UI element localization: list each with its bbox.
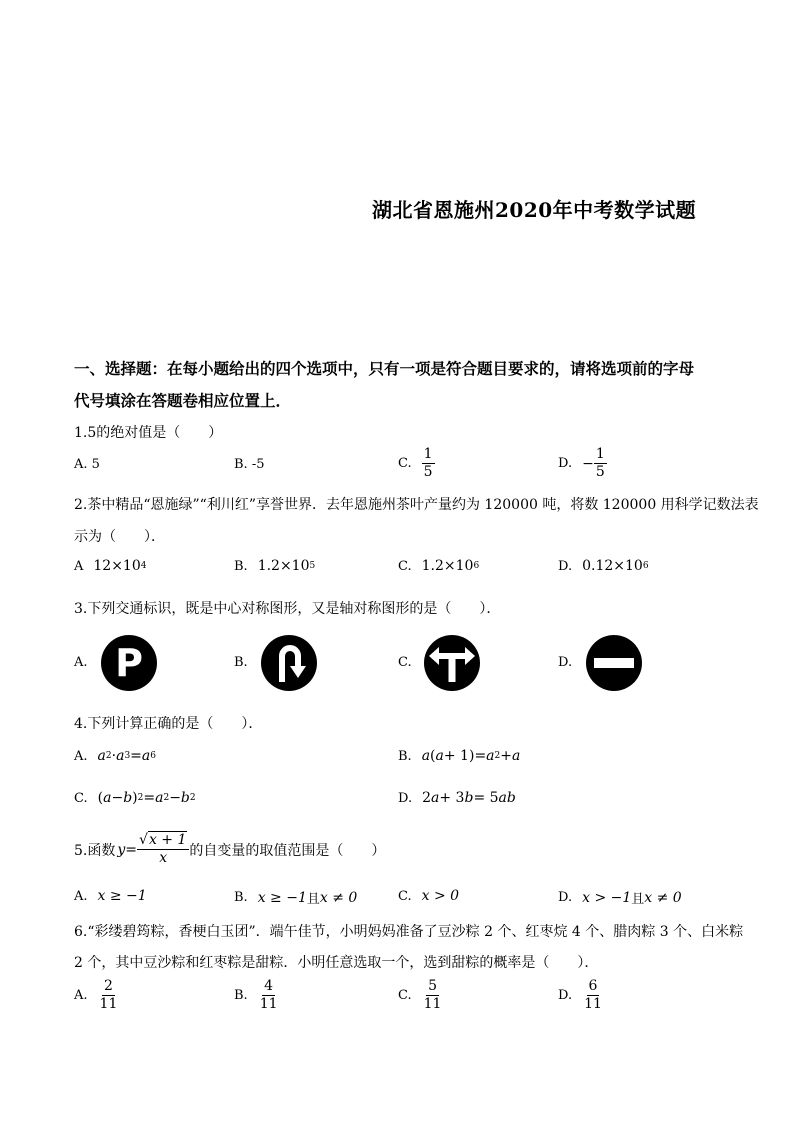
u-turn-sign-icon — [260, 634, 318, 692]
q1-option-a: A. 5 — [74, 457, 100, 472]
no-entry-sign-icon — [585, 634, 643, 692]
parking-sign-icon — [100, 634, 158, 692]
parking-sign-letter: P — [115, 641, 143, 685]
q3-option-b-label: B. — [234, 655, 248, 670]
fraction: $\frac{4}{11}$ — [259, 978, 278, 1012]
q5-option-c: C. x > 0 — [398, 888, 460, 904]
q1-option-d: D. − $\frac{1}{5}$ — [558, 446, 605, 480]
q4-stem: 4.下列计算正确的是（ ）． — [74, 716, 263, 732]
q2-option-d: D. 0.12×10 6 — [558, 558, 649, 574]
q2-option-a: A 12×10 4 — [74, 558, 147, 574]
q4-option-d: D. 2 a + 3 b = 5 ab — [398, 790, 516, 806]
q2-option-b: B. 1.2×10 5 — [234, 558, 316, 574]
q6-stem-line2: 2 个，其中豆沙粽和红枣粽是甜粽．小明任意选取一个，选到甜粽的概率是（ ）． — [74, 955, 599, 971]
left-right-turn-sign-icon — [423, 634, 481, 692]
q3-stem: 3.下列交通标识，既是中心对称图形，又是轴对称图形的是（ ）． — [74, 601, 501, 617]
section-heading-line2: 代号填涂在答题卷相应位置上． — [74, 391, 292, 410]
q6-stem-line1: 6.“彩缕碧筠粽，香梗白玉团”．端午佳节，小明妈妈准备了豆沙粽 2 个、红枣烷 4 个、腊肉粽 3 个、白米粽 — [74, 924, 744, 940]
q4-option-c: C. ( a − b ) 2 = a 2 − b 2 — [74, 790, 196, 806]
q6-option-c: C. $\frac{5}{11}$ — [398, 978, 442, 1012]
q1-stem: 1.5的绝对值是（ ） — [74, 425, 223, 441]
fraction: $\frac{2}{11}$ — [99, 978, 118, 1012]
q5-stem: 5.函数 y = $\frac{√x + 1}{x}$ 的自变量的取值范围是（ ） — [74, 832, 386, 866]
q6-option-d: D. $\frac{6}{11}$ — [558, 978, 602, 1012]
q4-option-a: A. a 2 · a 3 = a 6 — [74, 748, 156, 764]
q4-option-b: B. a ( a + 1 ) = a 2 + a — [398, 748, 521, 764]
fraction: $\frac{5}{11}$ — [423, 978, 442, 1012]
q2-stem-line1: 2.茶中精品“恩施绿”“利川红”享誉世界．去年恩施州茶叶产量约为 120000 吨，将数 120000 用科学记数法表 — [74, 497, 759, 513]
q1-option-b: B. -5 — [234, 457, 265, 472]
q6-option-b: B. $\frac{4}{11}$ — [234, 978, 278, 1012]
q3-option-c-label: C. — [398, 655, 412, 670]
q3-option-d-label: D. — [558, 655, 573, 670]
fraction: $\frac{6}{11}$ — [584, 978, 602, 1012]
section-heading-line1: 一、选择题：在每小题给出的四个选项中，只有一项是符合题目要求的，请将选项前的字母 — [74, 359, 695, 378]
page-title: 湖北省恩施州2020年中考数学试题 — [372, 198, 697, 222]
fraction: $\frac{1}{5}$ — [423, 446, 433, 480]
q5-option-a: A. x ≥ −1 — [74, 888, 147, 904]
q2-stem-line2: 示为（ ）． — [74, 529, 165, 545]
fraction: $\frac{1}{5}$ — [595, 446, 605, 480]
q6-option-a: A. $\frac{2}{11}$ — [74, 978, 118, 1012]
q5-option-d: D. x > −1 且 x ≠ 0 — [558, 889, 682, 907]
q5-option-b: B. x ≥ −1 且 x ≠ 0 — [234, 889, 358, 907]
q1-option-c: C. $\frac{1}{5}$ — [398, 446, 433, 480]
function-fraction: $\frac{√x + 1}{x}$ — [137, 832, 189, 867]
q2-option-c: C. 1.2×10 6 — [398, 558, 480, 574]
q3-option-a-label: A. — [74, 655, 88, 670]
